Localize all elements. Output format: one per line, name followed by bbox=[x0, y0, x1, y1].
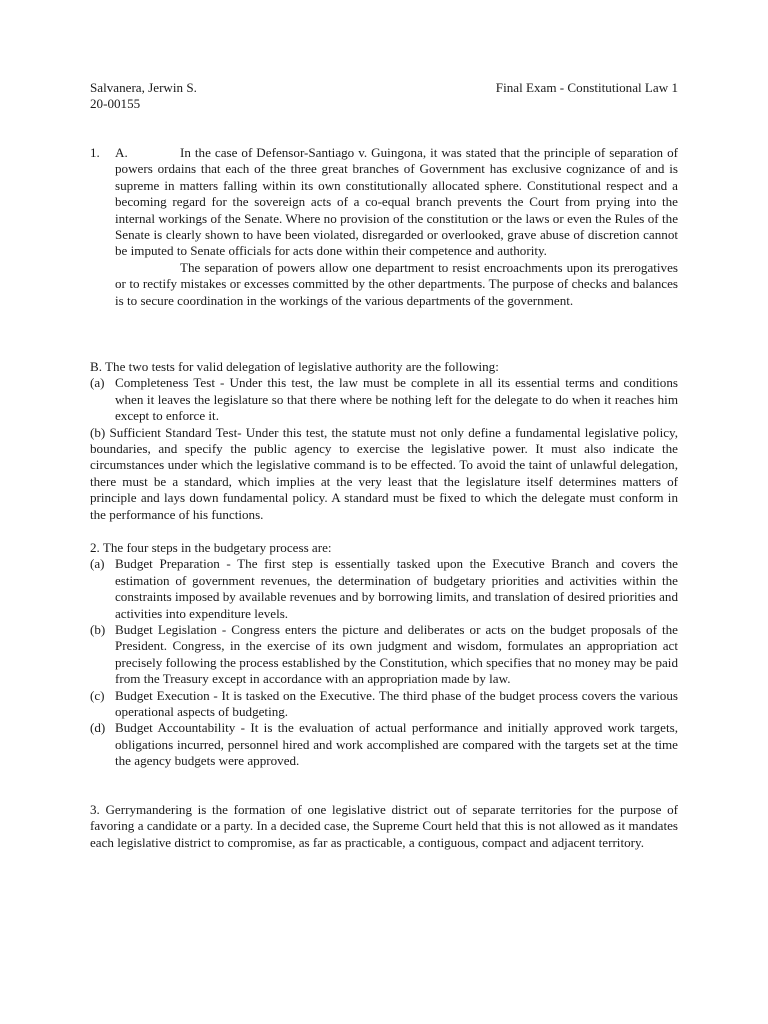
item-text: Budget Preparation - The first step is essentially tasked upon the Executive Branch and covers the estimation of government revenues, the determination of budgetary priorities and activities within the constraints imposed by available revenues and by borrowing limits, and translation of desired priorities and activities into expenditure levels. bbox=[115, 556, 678, 621]
question-1 bbox=[90, 145, 678, 309]
list-item bbox=[90, 720, 678, 769]
student-id: 20-00155 bbox=[90, 96, 141, 112]
question-2 bbox=[90, 540, 678, 770]
document-header bbox=[90, 80, 678, 113]
item-label: (d) bbox=[90, 720, 106, 736]
exam-title: Final Exam - Constitutional Law 1 bbox=[495, 80, 678, 95]
list-item bbox=[90, 375, 678, 424]
list-item: (b) Sufficient Standard Test- Under this test, the statute must not only define a fundamental legislative policy, boundaries, and specify the public agency to exercise the legislative power. It must also indicate the circumstances under which the legislative command is to be effected. To avoid the taint of unlawful delegation, there must be a standard, which implies at the very least that the legislature itself determines matters of principle and lays down fundamental policy. A standard must be fixed to which the delegate must conform in the performance of his functions. bbox=[90, 424, 678, 522]
student-name: Salvanera, Jerwin S. bbox=[90, 80, 197, 95]
item-label: (c) bbox=[90, 687, 105, 703]
section-intro: 2. The four steps in the budgetary process are: bbox=[90, 540, 332, 555]
list-item bbox=[90, 622, 678, 688]
item-label: (a) bbox=[90, 375, 105, 391]
item-text: Completeness Test - Under this test, the law must be complete in all its essential terms and conditions when it leaves the legislature so that there where be nothing left for the delegate to do when it reaches him except to enforce it. bbox=[115, 375, 678, 424]
item-text: Budget Legislation - Congress enters the picture and deliberates or acts on the budget proposals of the President. Congress, in the exercise of its own judgment and wisdom, formulates an appropriation act precisely following the process established by the Constitution, which specifies that no money may be paid from the Treasury except in accordance with an appropriation made by law. bbox=[115, 622, 678, 687]
list-item bbox=[90, 688, 678, 721]
subpart-letter: A. bbox=[115, 145, 128, 160]
item-label: (a) bbox=[90, 556, 105, 572]
item-text: Budget Execution - It is tasked on the Executive. The third phase of the budget process covers the various operational aspects of budgeting. bbox=[115, 687, 678, 720]
question-3: 3. Gerrymandering is the formation of one legislative district out of separate territories for the purpose of favoring a candidate or a party. In a decided case, the Supreme Court held that this is not allowed as it mandates each legislative district to compromise, as far as practicable, a contiguous, compact and adjacent territory. bbox=[90, 802, 678, 850]
section-intro: B. The two tests for valid delegation of legislative authority are the following: bbox=[90, 359, 499, 374]
question-number: 1. bbox=[90, 145, 100, 160]
item-text: Budget Accountability - It is the evaluation of actual performance and initially approved work targets, obligations incurred, personnel hired and work accomplished are compared with the targets set at the time the agency budgets were approved. bbox=[115, 720, 678, 769]
question-1b bbox=[90, 359, 678, 523]
answer-paragraph: The separation of powers allow one department to resist encroachments upon its prerogatives or to rectify mistakes or excesses committed by the other departments. The purpose of checks and balances is to secure coordination in the workings of the various departments of the government. bbox=[115, 259, 678, 308]
item-label: (b) bbox=[90, 622, 106, 638]
list-item bbox=[90, 556, 678, 622]
answer-paragraph: In the case of Defensor-Santiago v. Guingona, it was stated that the principle of separation of powers ordains that each of the three great branches of Government has exclusive cognizance of and is supreme in matters falling within its own constitutionally allocated sphere. Constitutional respect and a becoming regard for the sovereign acts of a co-equal branch prevents the Court from prying into the internal workings of the Senate. Where no provision of the constitution or the laws or even the Rules of the Senate is clearly shown to have been violated, disregarded or overlooked, grave abuse of discretion cannot be imputed to Senate officials for acts done within their competence and authority. bbox=[115, 145, 678, 259]
